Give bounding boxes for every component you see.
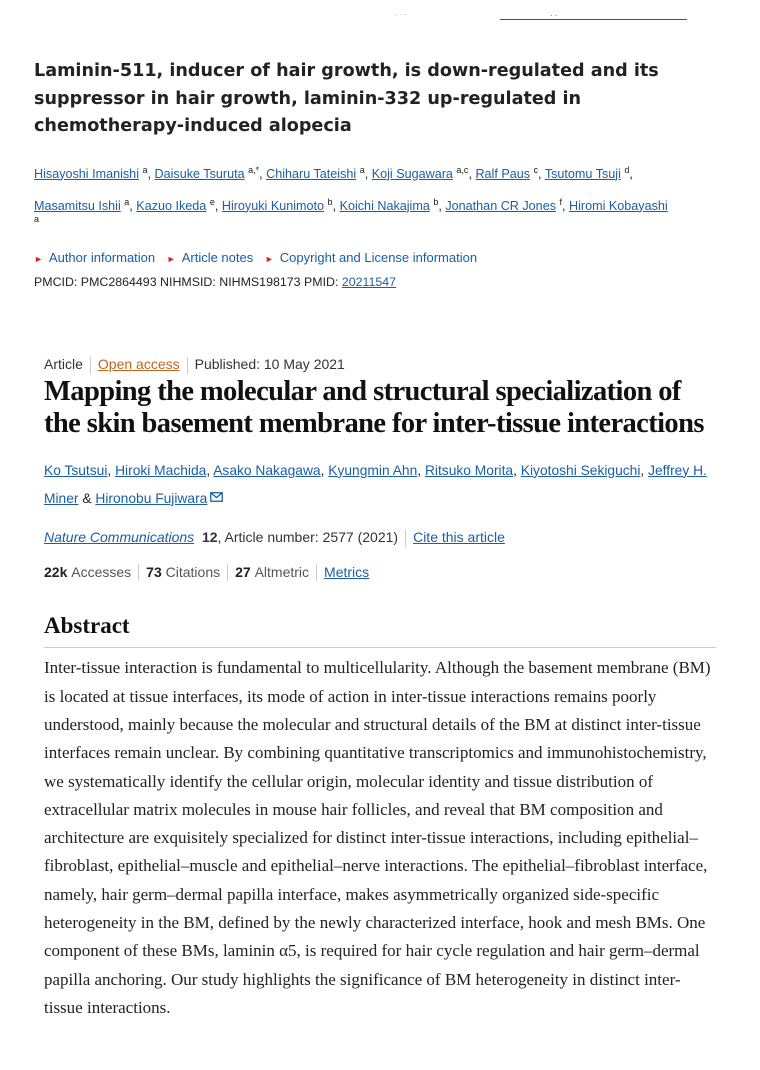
pmc-info-links — [34, 250, 724, 265]
altmetric-count: 27 — [235, 563, 251, 580]
author-link[interactable]: Jeffrey H. Miner — [44, 462, 707, 506]
pmc-author-link[interactable]: Hiroyuki Kunimoto — [221, 198, 325, 213]
cite-article-link[interactable]: Cite this article — [413, 528, 505, 545]
citations-count: 73 — [146, 563, 162, 580]
email-icon[interactable] — [210, 492, 223, 502]
nihmsid: NIHMSID: NIHMS198173 — [160, 274, 301, 289]
pmc-author-link[interactable]: Koji Sugawara — [371, 166, 453, 181]
author-link[interactable]: Kyungmin Ahn — [328, 462, 418, 478]
affiliation-sup: a — [359, 164, 365, 175]
triangle-right-icon: ► — [264, 253, 274, 264]
author-link[interactable]: Asako Nakagawa — [213, 462, 321, 478]
author-list: Ko Tsutsui, Hiroki Machida, Asako Nakagawa, Kyungmin Ahn, Ritsuko Morita, Kiyotoshi Sekiguchi, Jeffrey H. Miner & Hironobu Fujiwara — [44, 462, 707, 506]
triangle-right-icon: ► — [166, 253, 176, 264]
pmc-author-link[interactable]: Chiharu Tateishi — [266, 166, 357, 181]
pmc-author-link[interactable]: Masamitsu Ishii — [34, 198, 121, 213]
accesses-label: Accesses — [71, 563, 132, 580]
metrics-link[interactable]: Metrics — [324, 563, 370, 580]
journal-volume: 12 — [201, 528, 218, 545]
pmid-label: PMID: — [303, 274, 339, 289]
pmc-author-link[interactable]: Hiromi Kobayashi — [569, 198, 668, 213]
author-link[interactable]: Hironobu Fujiwara — [95, 490, 208, 506]
article-type: Article — [44, 356, 83, 372]
divider — [227, 564, 228, 581]
top-fragment: · · · — [394, 10, 407, 19]
affiliation-sup: a — [124, 196, 130, 207]
pmc-author-link[interactable]: Tsutomu Tsuji — [544, 166, 621, 181]
article-notes-toggle[interactable]: ► Article notes — [166, 249, 254, 265]
affiliation-sup: a,* — [248, 164, 260, 175]
affiliation-sup: a — [34, 213, 40, 224]
affiliation-sup: a — [142, 164, 148, 175]
author-link[interactable]: Ritsuko Morita — [424, 462, 514, 478]
affiliation-sup: f — [559, 196, 563, 207]
top-fragment-link: · · — [550, 11, 558, 20]
pmid-link[interactable]: 20211547 — [341, 274, 397, 289]
pmc-author-link[interactable]: Hisayoshi Imanishi — [34, 166, 139, 181]
copyright-license-toggle[interactable]: ► Copyright and License information — [264, 249, 478, 265]
pmc-author-link[interactable]: Ralf Paus — [475, 166, 531, 181]
affiliation-sup: d — [624, 164, 630, 175]
article-number: , Article number: 2577 (2021) — [217, 528, 399, 545]
affiliation-sup: c — [533, 164, 539, 175]
journal-link[interactable]: Nature Communications — [44, 528, 195, 545]
divider — [316, 564, 317, 581]
pmc-identifiers — [34, 275, 724, 289]
pmcid: PMCID: PMC2864493 — [34, 274, 157, 289]
author-information-toggle[interactable]: ► Author information — [34, 249, 156, 265]
affiliation-sup: a,c — [456, 164, 469, 175]
journal-citation — [44, 529, 716, 547]
abstract-heading: Abstract — [44, 613, 716, 648]
divider — [187, 357, 188, 374]
author-link[interactable]: Ko Tsutsui — [44, 462, 108, 478]
pmc-author-link[interactable]: Kazuo Ikeda — [136, 198, 207, 213]
pmc-author-link[interactable]: Daisuke Tsuruta — [154, 166, 245, 181]
top-link-underline — [500, 19, 687, 20]
abstract-text: Inter-tissue interaction is fundamental to multicellularity. Although the basement membrane (BM) is located at tissue interfaces, its mode of action in inter-tissue interactions remains poorly understood, mainly because the molecular and structural details of the BM at distinct inter-tissue interfaces remain unclear. By combining quantitative transcriptomics and immunohistochemistry, we systematically identify the cellular origin, molecular identity and tissue distribution of extracellular matrix molecules in mouse hair follicles, and reveal that BM composition and architecture are exquisitely specialized for distinct inter-tissue interactions, including epithelial–fibroblast, epithelial–muscle and epithelial–nerve interactions. The epithelial–fibroblast interface, namely, hair germ–dermal papilla interface, makes asymmetrically organized side-specific heterogeneity in the BM, defined by the newly characterized interface, hook and mesh BMs. One component of these BMs, laminin α5, is required for hair cycle regulation and hair germ–dermal papilla anchoring. Our study highlights the significance of BM heterogeneity in distinct inter-tissue interactions. — [44, 658, 711, 1017]
divider — [138, 564, 139, 581]
pmc-article-header — [34, 58, 724, 289]
article-metrics — [44, 564, 716, 582]
pmc-author-link[interactable]: Jonathan CR Jones — [445, 198, 556, 213]
pmc-article-title: Laminin-511, inducer of hair growth, is down-regulated and its suppressor in hair growth, laminin-332 up-regulated in chemotherapy-induced alopecia — [34, 61, 659, 136]
accesses-count: 22k — [44, 563, 68, 580]
altmetric-label: Altmetric — [254, 563, 310, 580]
author-link[interactable]: Hiroki Machida — [115, 462, 207, 478]
triangle-right-icon: ► — [34, 253, 43, 264]
pmc-author-link[interactable]: Koichi Nakajima — [339, 198, 430, 213]
affiliation-sup: e — [209, 196, 215, 207]
article-meta — [44, 356, 716, 374]
affiliation-sup: b — [433, 196, 439, 207]
nature-article-header — [44, 356, 716, 1039]
citations-label: Citations — [165, 563, 221, 580]
affiliation-sup: b — [327, 196, 333, 207]
published-date: Published: 10 May 2021 — [194, 356, 345, 372]
divider — [405, 530, 406, 547]
author-link[interactable]: Kiyotoshi Sekiguchi — [520, 462, 641, 478]
divider — [90, 357, 91, 374]
article-title: Mapping the molecular and structural specialization of the skin basement membrane for inter-tissue interactions — [44, 375, 704, 439]
open-access-link[interactable]: Open access — [97, 356, 180, 372]
pmc-author-list: Hisayoshi Imanishi $^a$, Daisuke Tsuruta $^{a,*}$, Chiharu Tateishi $^a$, Koji Sugawara $^{a,c}$, Ralf Paus $^c$, Tsutomu Tsuji $^d$, Masamitsu Ishii $^a$, Kazuo Ikeda $^e$, Hiroyuki Kunimoto $^b$, Koichi Nakajima $^b$, Jonathan CR Jones $^f$, Hiromi Kobayashi a — [34, 156, 724, 224]
